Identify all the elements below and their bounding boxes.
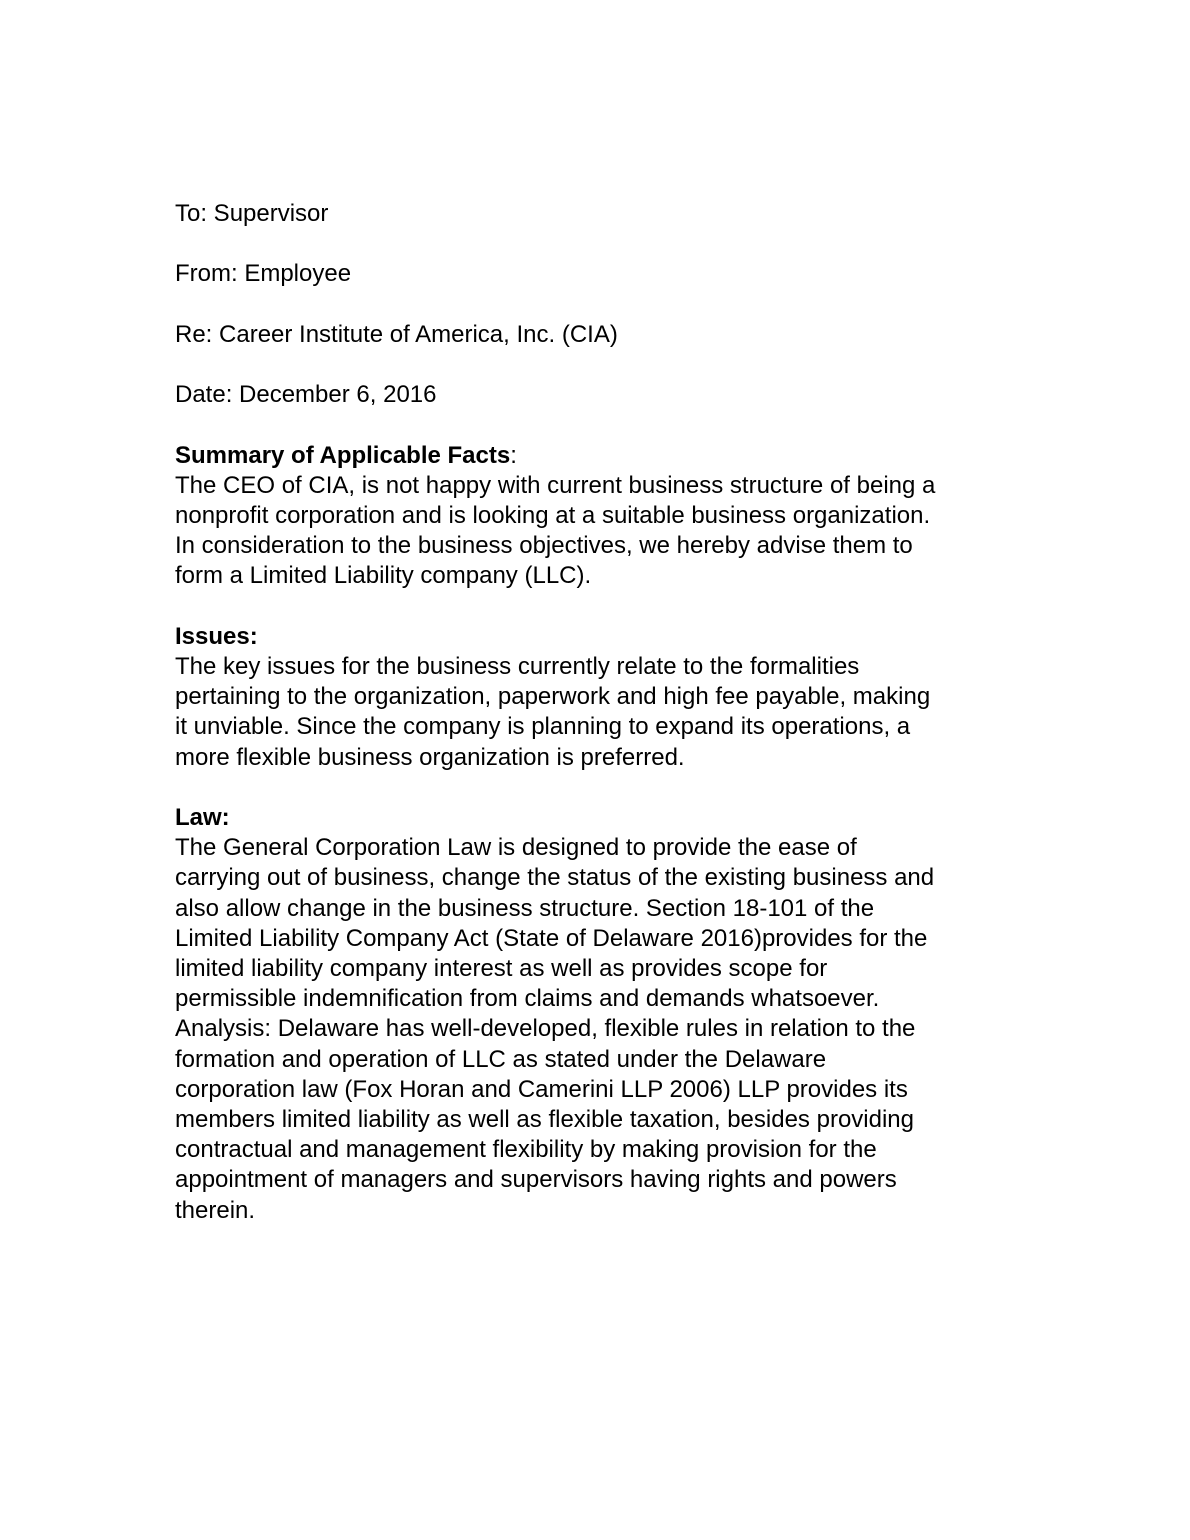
facts-section (175, 441, 1025, 592)
facts-line: The CEO of CIA, is not happy with current business structure of being a (175, 471, 936, 499)
facts-paragraph (175, 471, 1025, 592)
law-line: Limited Liability Company Act (State of Delaware 2016)provides for the (175, 924, 928, 952)
issues-line: The key issues for the business currently relate to the formalities (175, 652, 860, 680)
facts-line: In consideration to the business objectives, we hereby advise them to (175, 532, 913, 560)
issues-line: it unviable. Since the company is planning to expand its operations, a (175, 713, 911, 741)
law-section (175, 803, 1025, 1226)
facts-line: form a Limited Liability company (LLC). (175, 562, 592, 590)
issues-section (175, 622, 1025, 773)
issues-paragraph (175, 652, 1025, 773)
analysis-line: formation and operation of LLC as stated under the Delaware (175, 1045, 827, 1073)
memo-body (175, 199, 1025, 1256)
analysis-line: corporation law (Fox Horan and Camerini LLP 2006) LLP provides its (175, 1075, 908, 1103)
law-line: The General Corporation Law is designed to provide the ease of (175, 834, 857, 862)
memo-re: Re: Career Institute of America, Inc. (CIA) (175, 320, 618, 348)
issues-heading (175, 622, 1025, 652)
analysis-line: Analysis: Delaware has well-developed, flexible rules in relation to the (175, 1015, 916, 1043)
issues-heading-text: Issues: (175, 622, 258, 650)
law-line: carrying out of business, change the status of the existing business and (175, 864, 935, 892)
analysis-line: members limited liability as well as flexible taxation, besides providing (175, 1106, 914, 1133)
facts-heading-colon: : (510, 441, 517, 469)
issues-line: more flexible business organization is preferred. (175, 743, 685, 771)
facts-heading (175, 441, 1025, 471)
law-line: limited liability company interest as well as provides scope for (175, 954, 828, 982)
facts-line: nonprofit corporation and is looking at a suitable business organization. (175, 501, 931, 529)
analysis-line: appointment of managers and supervisors having rights and powers (175, 1166, 897, 1194)
memo-date: Date: December 6, 2016 (175, 381, 437, 409)
issues-line: pertaining to the organization, paperwork and high fee payable, making (175, 683, 931, 711)
facts-heading-text: Summary of Applicable Facts (175, 441, 511, 469)
analysis-line: contractual and management flexibility by making provision for the (175, 1136, 877, 1164)
law-heading (175, 803, 1025, 833)
memo-to: To: Supervisor (175, 200, 329, 227)
law-heading-text: Law: (175, 803, 230, 831)
law-line: permissible indemnification from claims and demands whatsoever. (175, 985, 880, 1013)
law-line: also allow change in the business structure. Section 18-101 of the (175, 894, 875, 922)
memo-from: From: Employee (175, 260, 352, 288)
analysis-line: therein. (175, 1196, 256, 1224)
law-paragraph (175, 833, 1025, 1226)
